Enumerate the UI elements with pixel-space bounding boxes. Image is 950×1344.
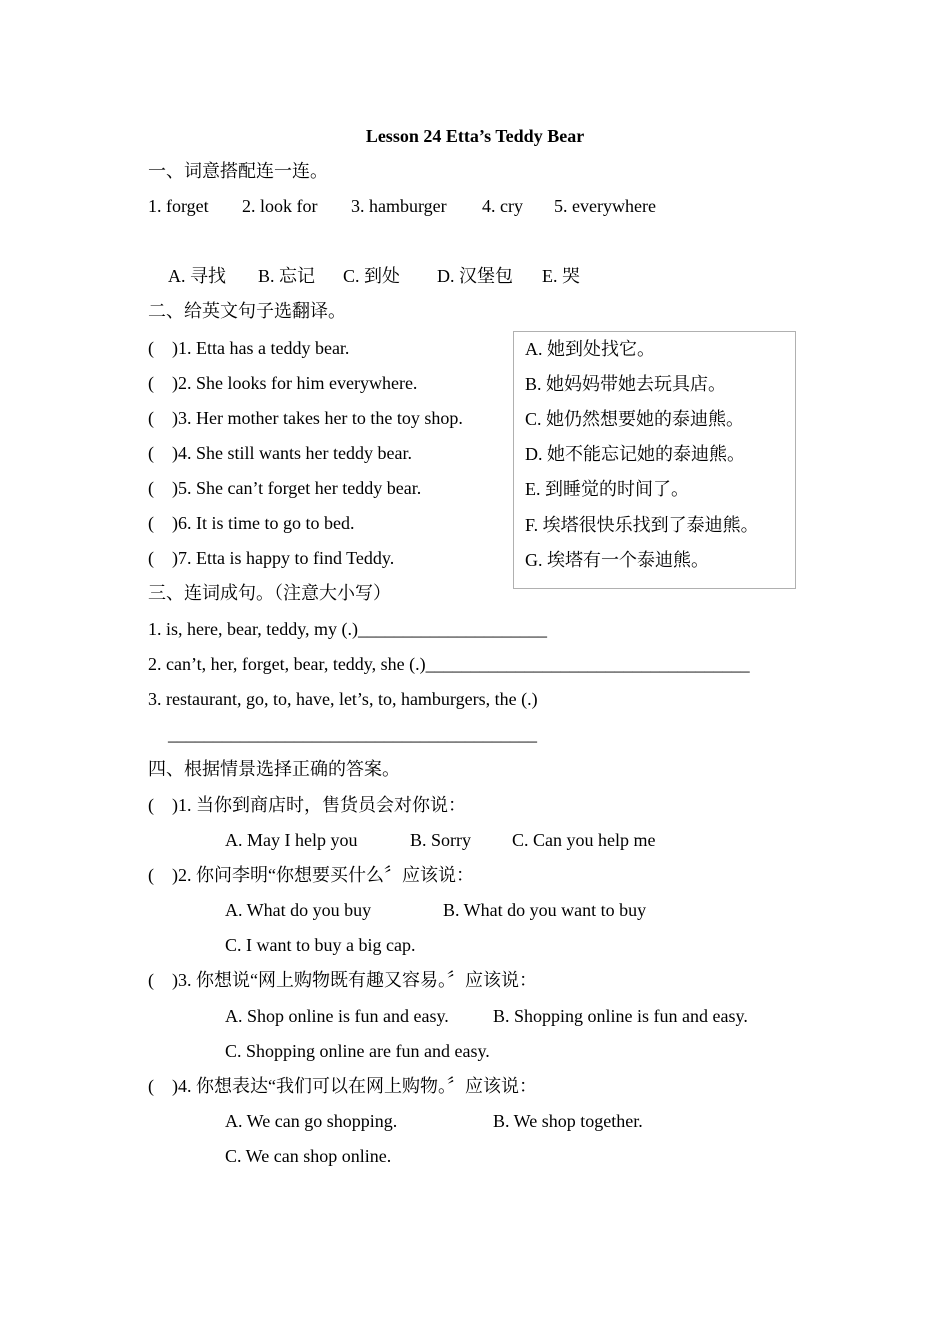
meaning-item: E. 哭	[542, 266, 580, 286]
answer-option: B. What do you want to buy	[443, 900, 647, 920]
sentence-item: 1. is, here, bear, teddy, my (.)_____________________	[148, 619, 548, 639]
word-item: 2. look for	[242, 196, 318, 216]
meaning-item: B. 忘记	[258, 266, 316, 286]
answer-option: A. We can go shopping.	[225, 1111, 398, 1131]
word-item: 5. everywhere	[554, 196, 656, 216]
translation-question: ( )6. It is time to go to bed.	[148, 513, 355, 533]
answer-option: A. Shop online is fun and easy.	[225, 1006, 449, 1026]
page-title: Lesson 24 Etta’s Teddy Bear	[365, 126, 585, 146]
translation-question: ( )1. Etta has a teddy bear.	[148, 338, 350, 358]
translation-option: B. 她妈妈带她去玩具店。	[525, 374, 727, 394]
answer-option: C. I want to buy a big cap.	[225, 935, 416, 955]
translation-option: C. 她仍然想要她的泰迪熊。	[525, 409, 745, 429]
translation-question: ( )3. Her mother takes her to the toy shop.	[148, 408, 463, 428]
answer-blank: _________________________________________	[168, 724, 537, 744]
answer-option: C. Can you help me	[512, 830, 656, 850]
section-3-heading: 三、连词成句。（注意大小写）	[148, 583, 391, 603]
translation-option: F. 埃塔很快乐找到了泰迪熊。	[525, 515, 759, 535]
meaning-item: A. 寻找	[168, 266, 226, 286]
word-item: 4. cry	[482, 196, 523, 216]
translation-question: ( )5. She can’t forget her teddy bear.	[148, 478, 422, 498]
translation-option: E. 到睡觉的时间了。	[525, 479, 689, 499]
meaning-item: D. 汉堡包	[437, 266, 513, 286]
translation-question: ( )4. She still wants her teddy bear.	[148, 443, 412, 463]
situation-question: ( )3. 你想说“网上购物既有趣又容易。〞应该说：	[148, 970, 537, 990]
translation-option: A. 她到处找它。	[525, 339, 655, 359]
answer-option: C. We can shop online.	[225, 1146, 392, 1166]
answer-option: C. Shopping online are fun and easy.	[225, 1041, 490, 1061]
translation-question: ( )7. Etta is happy to find Teddy.	[148, 548, 395, 568]
situation-question: ( )1. 当你到商店时，售货员会对你说：	[148, 795, 466, 815]
section-1-heading: 一、词意搭配连一连。	[148, 161, 328, 181]
section-4-heading: 四、根据情景选择正确的答案。	[148, 759, 400, 779]
answer-option: B. Shopping online is fun and easy.	[493, 1006, 748, 1026]
word-item: 1. forget	[148, 196, 209, 216]
answer-option: A. What do you buy	[225, 900, 372, 920]
word-item: 3. hamburger	[351, 196, 447, 216]
translation-option: G. 埃塔有一个泰迪熊。	[525, 550, 709, 570]
translation-option: D. 她不能忘记她的泰迪熊。	[525, 444, 745, 464]
situation-question: ( )4. 你想表达“我们可以在网上购物。〞应该说：	[148, 1076, 537, 1096]
answer-option: A. May I help you	[225, 830, 358, 850]
translation-question: ( )2. She looks for him everywhere.	[148, 373, 418, 393]
situation-question: ( )2. 你问李明“你想要买什么〞应该说：	[148, 865, 474, 885]
sentence-item: 3. restaurant, go, to, have, let’s, to, hamburgers, the (.)	[148, 689, 538, 709]
answer-option: B. Sorry	[410, 830, 472, 850]
meaning-item: C. 到处	[343, 266, 401, 286]
section-2-heading: 二、给英文句子选翻译。	[148, 301, 346, 321]
answer-option: B. We shop together.	[493, 1111, 643, 1131]
sentence-item: 2. can’t, her, forget, bear, teddy, she (.)____________________________________	[148, 654, 750, 674]
